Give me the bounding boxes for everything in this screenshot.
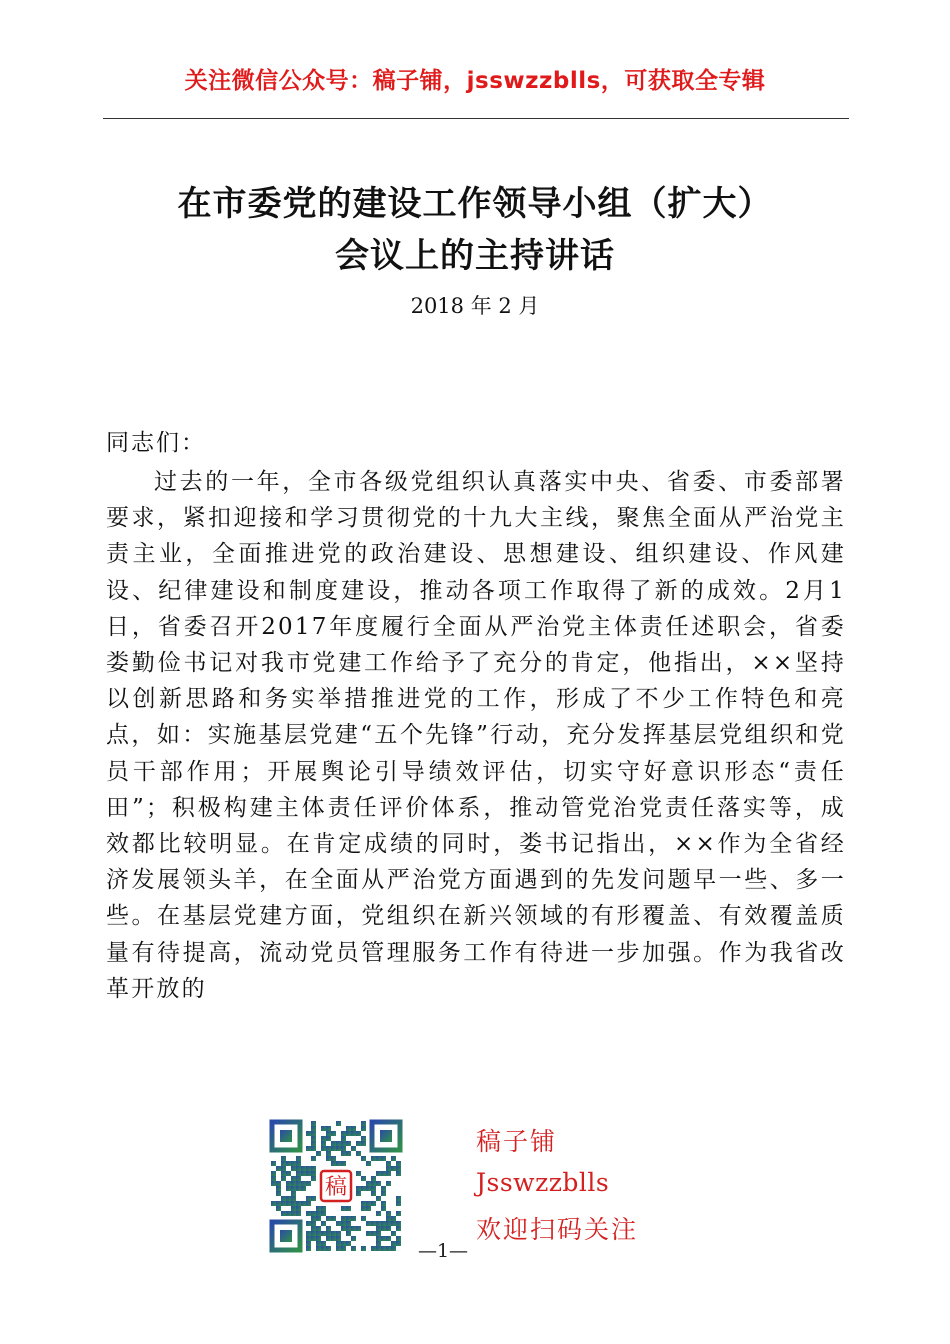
qr-code-image <box>266 1116 406 1256</box>
promo-call-to-action: 欢迎扫码关注 <box>476 1215 639 1244</box>
document-date: 2018 年 2 月 <box>410 294 540 318</box>
page-number: —1— <box>417 1240 469 1262</box>
salutation: 同志们： <box>106 430 206 456</box>
promo-handle: Jsswzzblls <box>476 1168 610 1197</box>
qr-seal-logo: 稿 <box>324 1175 348 1200</box>
document-title-line1: 在市委党的建设工作领导小组（扩大） <box>177 184 773 224</box>
document-title-line2: 会议上的主持讲话 <box>335 236 615 276</box>
header-banner: 关注微信公众号：稿子铺，jsswzzblls，可获取全专辑 <box>184 68 766 94</box>
body-paragraph: 过去的一年，全市各级党组织认真落实中央、省委、市委部署要求，紧扣迎接和学习贯彻党的十九大主线，聚焦全面从严治党主责主业，全面推进党的政治建设、思想建设、组织建设、作风建设、纪律建设和制度建设，推动各项工作取得了新的成效。2月1日，省委召开2017年度履行全面从严治党主体责任述职会，省委娄勤俭书记对我市党建工作给予了充分的肯定，他指出，××坚持以创新思路和务实举措推进党的工作，形成了不少工作特色和亮点，如：实施基层党建“五个先锋”行动，充分发挥基层党组织和党员干部作用；开展舆论引导绩效评估，切实守好意识形态“责任田”；积极构建主体责任评价体系，推动管党治党责任落实等，成效都比较明显。在肯定成绩的同时，娄书记指出，××作为全省经济发展领头羊，在全面从严治党方面遇到的先发问题早一些、多一些。在基层党建方面，党组织在新兴领域的有形覆盖、有效覆盖质量有待提高，流动党员管理服务工作有待进一步加强。作为我省改革开放的 <box>106 469 846 1002</box>
header-divider <box>103 118 849 119</box>
promo-name: 稿子铺 <box>476 1127 558 1156</box>
